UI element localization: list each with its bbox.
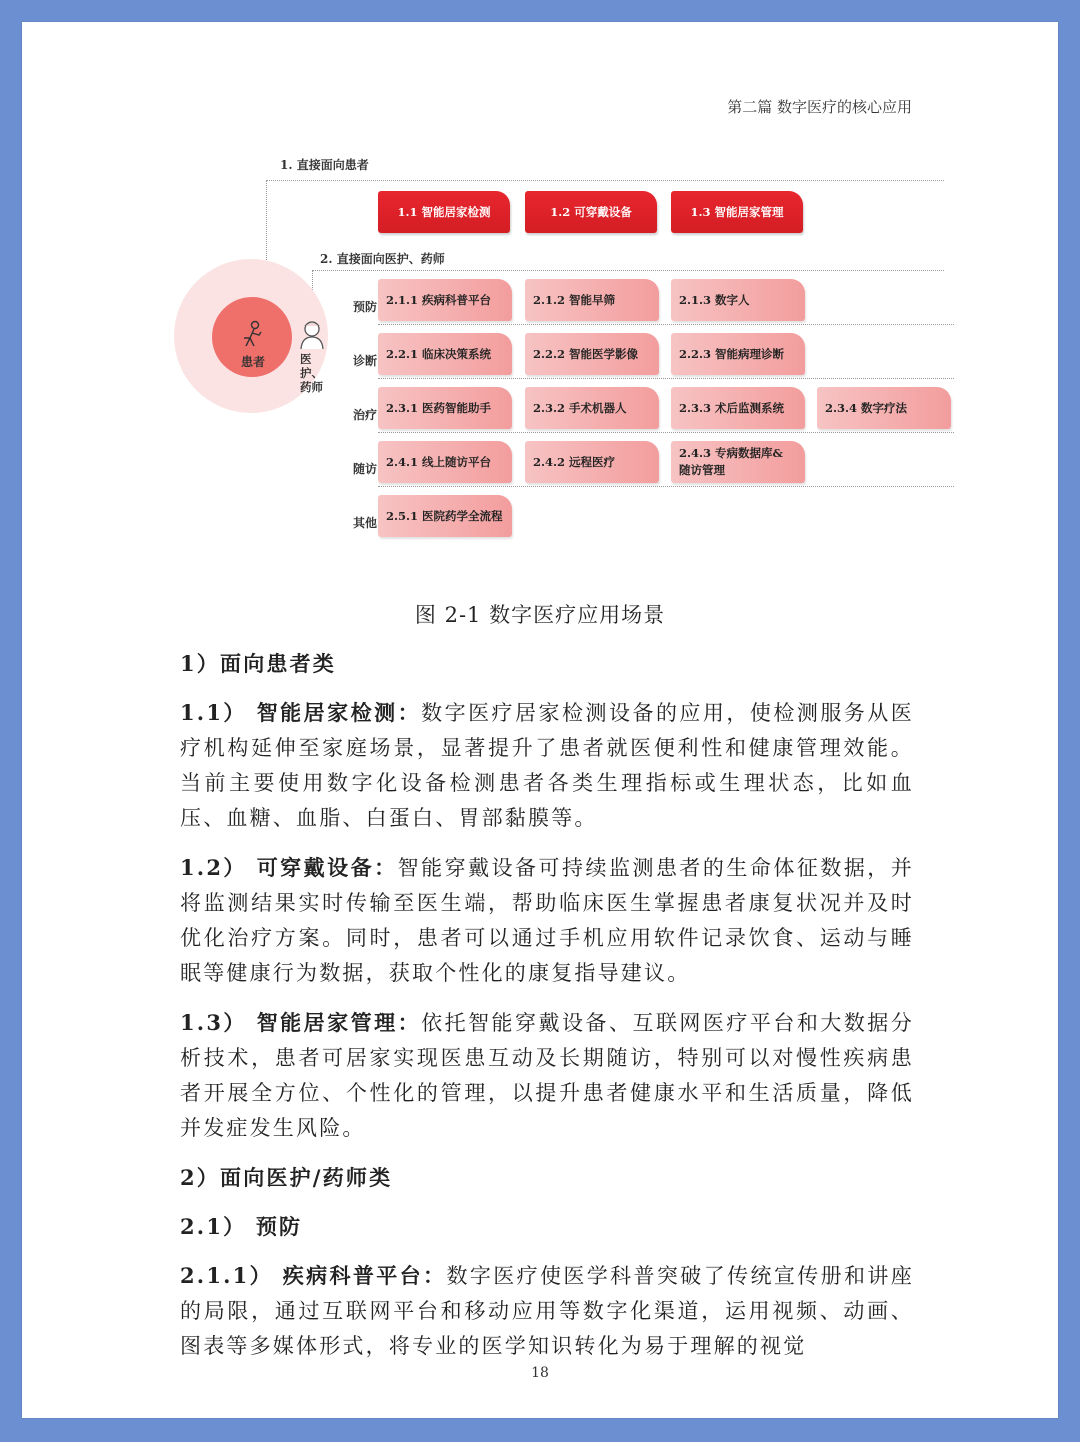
body-text — [180, 646, 914, 1378]
row-label-diagnosis: 诊断 — [353, 354, 378, 368]
staff-label: 医护、药师 — [300, 352, 323, 394]
row-divider — [378, 324, 954, 325]
row2-box-3: 2.2.3 智能病理诊断 — [671, 333, 805, 375]
row1-box-3: 2.1.3 数字人 — [671, 279, 805, 321]
patient-icon — [240, 320, 266, 348]
top-box-1: 1.1 智能居家检测 — [378, 191, 510, 233]
paragraph-text: 数字医疗居家检测设备的应用，使检测服务从医疗机构延伸至家庭场景，显著提升了患者就医便利性和健康管理效能。当前主要使用数字化设备检测患者各类生理指标或生理状态，比如血压、血糖、血脂、白蛋白、胃部黏膜等。 — [180, 701, 914, 830]
page-number: 18 — [531, 1365, 549, 1381]
row4-box-2: 2.4.2 远程医疗 — [525, 441, 659, 483]
row-divider — [378, 432, 954, 433]
row-label-followup: 随访 — [353, 462, 378, 476]
nurse-icon — [299, 318, 325, 350]
section-heading: 1）面向患者类 — [180, 651, 337, 676]
row2-box-2: 2.2.2 智能医学影像 — [525, 333, 659, 375]
section2-label: 2. 直接面向医护、药师 — [320, 252, 445, 266]
row1-box-2: 2.1.2 智能早筛 — [525, 279, 659, 321]
row4-box-3: 2.4.3 专病数据库&随访管理 — [671, 441, 805, 483]
patient-label: 患者 — [241, 355, 266, 369]
paragraph — [180, 695, 914, 836]
row3-box-3: 2.3.3 术后监测系统 — [671, 387, 805, 429]
running-header: 第二篇 数字医疗的核心应用 — [727, 98, 912, 116]
paragraph — [180, 850, 914, 991]
row2-box-1: 2.2.1 临床决策系统 — [378, 333, 512, 375]
paragraph — [180, 1005, 914, 1146]
row-label-treatment: 治疗 — [353, 408, 378, 422]
row-divider — [378, 378, 954, 379]
row3-box-1: 2.3.1 医药智能助手 — [378, 387, 512, 429]
row3-box-2: 2.3.2 手术机器人 — [525, 387, 659, 429]
section1-label: 1. 直接面向患者 — [280, 158, 369, 172]
figure-diagram — [22, 22, 1058, 582]
top-box-2: 1.2 可穿戴设备 — [525, 191, 657, 233]
top-box-3: 1.3 智能居家管理 — [671, 191, 803, 233]
row1-box-1: 2.1.1 疾病科普平台 — [378, 279, 512, 321]
row3-box-4: 2.3.4 数字疗法 — [817, 387, 951, 429]
paragraph-text: 数字医疗使医学科普突破了传统宣传册和讲座的局限，通过互联网平台和移动应用等数字化渠道，运用视频、动画、图表等多媒体形式，将专业的医学知识转化为易于理解的视觉 — [180, 1264, 914, 1358]
term: 1.1） 智能居家检测： — [180, 700, 422, 725]
row-label-prevention: 预防 — [353, 300, 378, 314]
row-divider — [378, 486, 954, 487]
row5-box-1: 2.5.1 医院药学全流程 — [378, 495, 512, 537]
document-page — [22, 22, 1058, 1418]
paragraph-text: 智能穿戴设备可持续监测患者的生命体征数据，并将监测结果实时传输至医生端，帮助临床医生掌握患者康复状况并及时优化治疗方案。同时，患者可以通过手机应用软件记录饮食、运动与睡眠等健康行为数据，获取个性化的康复指导建议。 — [180, 856, 914, 985]
section2-divider — [312, 270, 944, 271]
row4-box-1: 2.4.1 线上随访平台 — [378, 441, 512, 483]
subsection-heading: 2.1） 预防 — [180, 1214, 303, 1239]
paragraph — [180, 1258, 914, 1364]
paragraph-text: 依托智能穿戴设备、互联网医疗平台和大数据分析技术，患者可居家实现医患互动及长期随访，特别可以对慢性疾病患者开展全方位、个性化的管理，以提升患者健康水平和生活质量，降低并发症发生风险。 — [180, 1011, 914, 1140]
term: 1.3） 智能居家管理： — [180, 1010, 422, 1035]
term: 2.1.1） 疾病科普平台： — [180, 1263, 447, 1288]
section1-divider — [266, 180, 944, 181]
figure-caption: 图 2-1 数字医疗应用场景 — [414, 603, 666, 627]
section-heading: 2）面向医护/药师类 — [180, 1165, 393, 1190]
term: 1.2） 可穿戴设备： — [180, 855, 398, 880]
row-label-other: 其他 — [353, 516, 378, 530]
